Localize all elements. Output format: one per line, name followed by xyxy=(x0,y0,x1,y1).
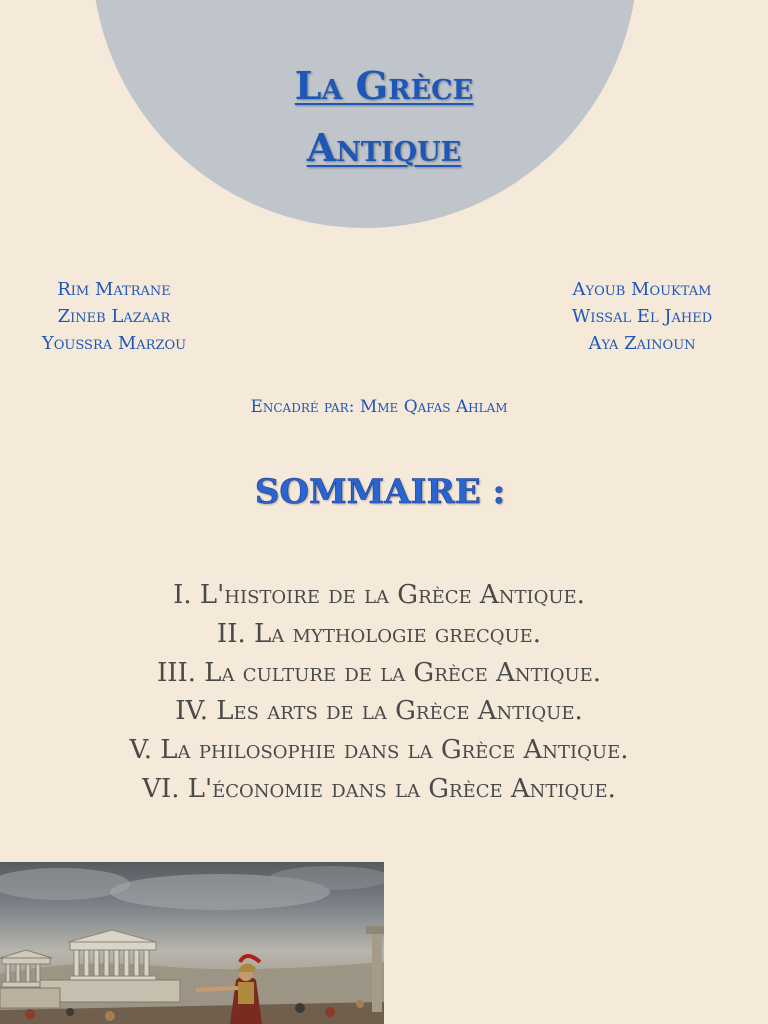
author-name: Wissal El Jahed xyxy=(571,306,713,327)
toc-item: V. La philosophie dans la Grèce Antique. xyxy=(129,735,629,766)
authors-left xyxy=(12,276,216,357)
table-of-contents xyxy=(0,576,758,809)
painting-illustration xyxy=(0,862,384,1024)
toc-item: IV. Les arts de la Grèce Antique. xyxy=(175,696,583,727)
author-name: Rim Matrane xyxy=(57,279,171,300)
sommaire-heading: SOMMAIRE : xyxy=(254,472,506,512)
author-name: Youssra Marzou xyxy=(41,333,187,354)
author-name: Ayoub Mouktam xyxy=(572,279,712,300)
toc-item: III. La culture de la Grèce Antique. xyxy=(156,657,602,688)
title-line-1: La Grèce xyxy=(294,63,474,108)
acropolis-painting-image xyxy=(0,862,384,1024)
supervisor-line: Encadré par: Mme Qafas Ahlam xyxy=(250,397,508,417)
toc-item: II. La mythologie grecque. xyxy=(216,618,542,649)
author-name: Aya Zainoun xyxy=(588,333,696,354)
toc-item: I. L'histoire de la Grèce Antique. xyxy=(173,580,585,610)
author-name: Zineb Lazaar xyxy=(57,306,171,327)
toc-item: VI. L'économie dans la Grèce Antique. xyxy=(142,773,616,804)
authors-right xyxy=(530,276,754,357)
title-line-2: Antique xyxy=(306,125,462,170)
